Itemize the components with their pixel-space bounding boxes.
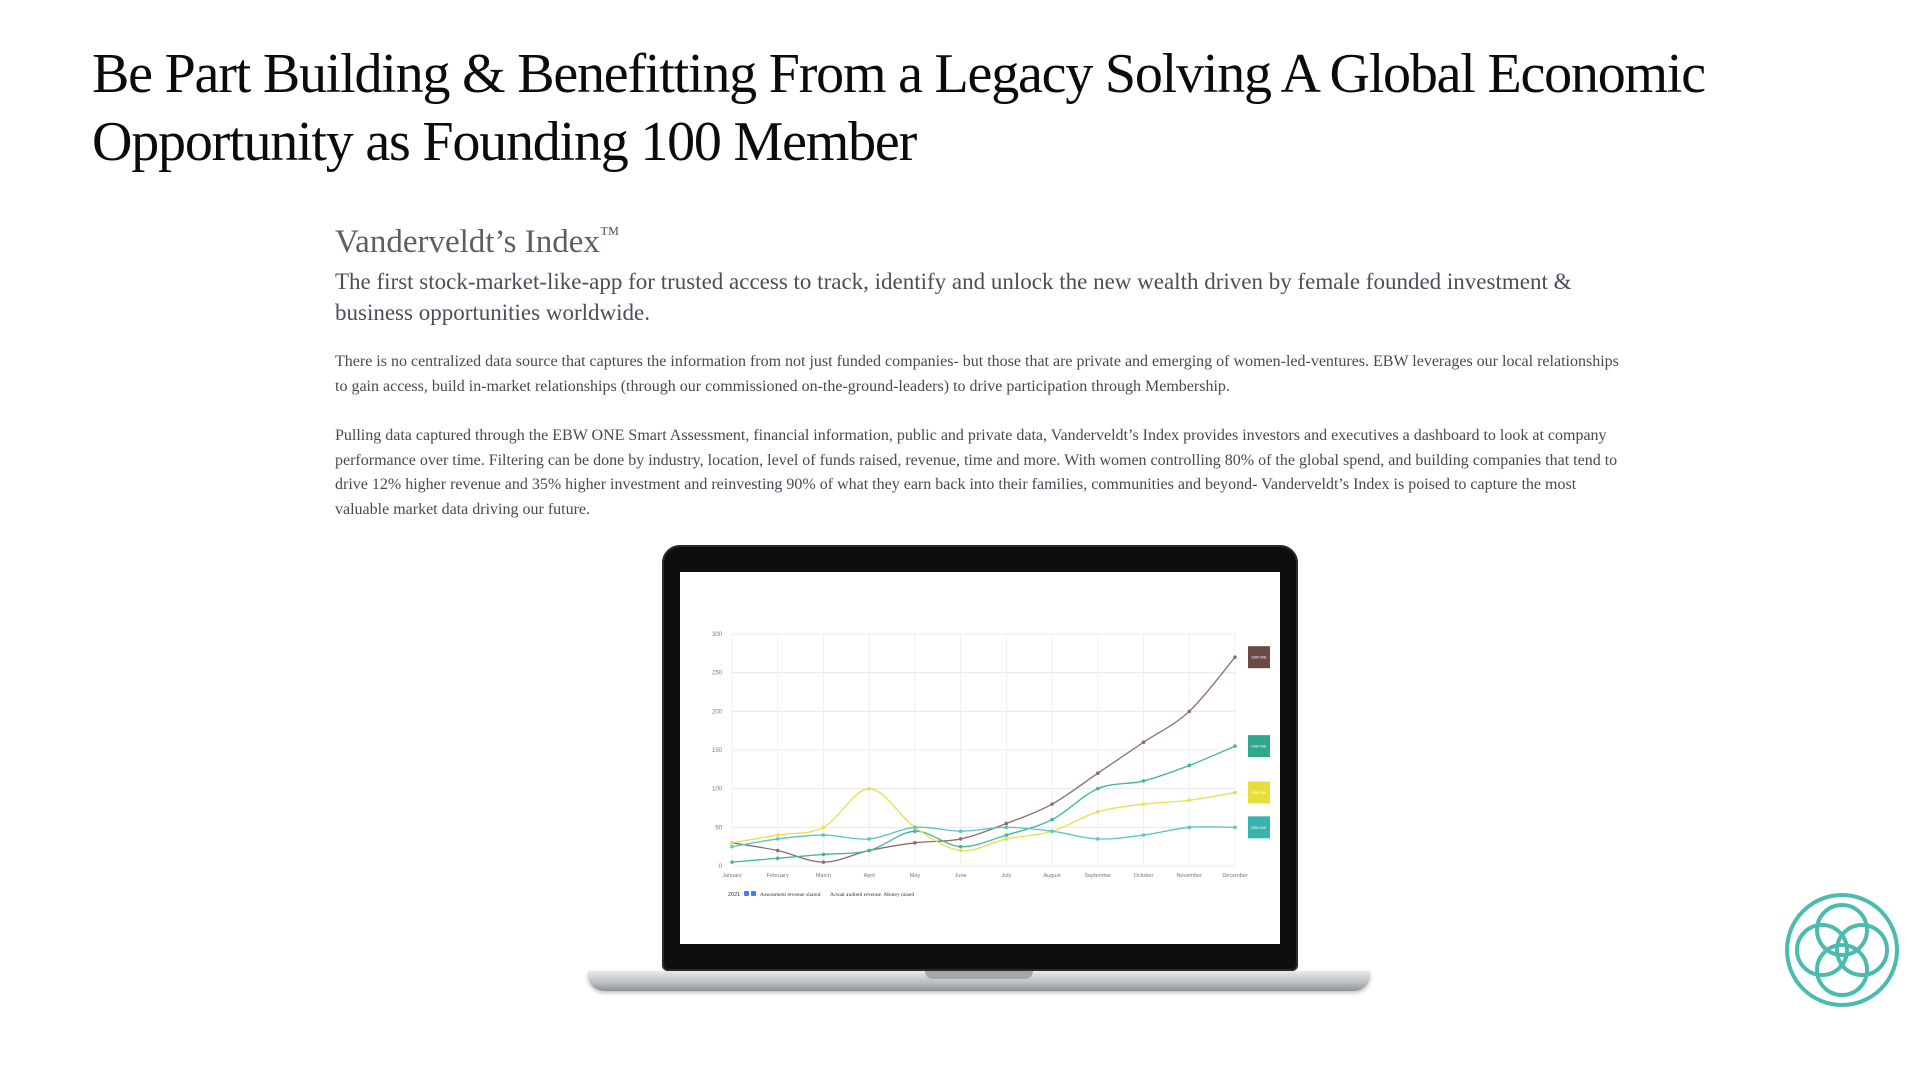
legend-year: 2021 xyxy=(728,892,741,898)
data-point xyxy=(1050,802,1054,806)
series-line-teal xyxy=(732,827,1235,847)
y-tick-label: 100 xyxy=(711,786,722,793)
data-point xyxy=(959,849,963,853)
data-point xyxy=(1233,791,1237,795)
index-title xyxy=(335,222,1625,262)
data-point xyxy=(1050,829,1054,833)
series-line-green xyxy=(732,746,1235,862)
x-tick-label: March xyxy=(815,873,832,879)
legend-checkbox xyxy=(751,891,756,896)
x-tick-label: February xyxy=(766,873,789,879)
data-point xyxy=(1096,837,1100,841)
data-point xyxy=(1096,771,1100,775)
x-tick-label: January xyxy=(722,873,742,879)
data-point xyxy=(1142,740,1146,744)
data-point xyxy=(1005,833,1009,837)
data-point xyxy=(1142,779,1146,783)
data-point xyxy=(1005,837,1009,841)
data-point xyxy=(913,829,917,833)
headline-line-2: Opportunity as Founding 100 Member xyxy=(92,111,917,173)
data-point xyxy=(776,833,780,837)
data-point xyxy=(1187,798,1191,802)
index-description xyxy=(335,222,1625,522)
end-marker-label: EBW ONE xyxy=(1251,825,1267,830)
x-tick-label: September xyxy=(1084,873,1112,879)
data-point xyxy=(1005,822,1009,826)
data-point xyxy=(959,829,963,833)
logo-outer-circle xyxy=(1787,895,1897,1005)
page-headline xyxy=(92,40,1872,176)
headline-line-1: Be Part Building & Benefitting From a Legacy Solving A Global Economic xyxy=(92,43,1705,105)
data-point xyxy=(1187,764,1191,768)
logo-inner-circle xyxy=(1797,925,1847,975)
x-tick-label: November xyxy=(1176,873,1202,879)
series-line-brown xyxy=(732,657,1235,862)
data-point xyxy=(822,833,826,837)
data-point xyxy=(1050,818,1054,822)
logo-inner-circle xyxy=(1837,925,1887,975)
series-line-yellow xyxy=(732,789,1235,851)
x-tick-label: August xyxy=(1043,873,1061,879)
data-point xyxy=(1187,826,1191,830)
y-tick-label: 300 xyxy=(711,632,722,638)
laptop-screen xyxy=(680,572,1280,944)
data-point xyxy=(867,837,871,841)
data-point xyxy=(1187,710,1191,714)
x-tick-label: May xyxy=(909,873,921,879)
y-tick-label: 50 xyxy=(715,825,722,832)
data-point xyxy=(1142,802,1146,806)
x-tick-label: October xyxy=(1133,873,1154,879)
data-point xyxy=(776,849,780,853)
data-point xyxy=(1005,826,1009,830)
laptop-notch xyxy=(925,971,1033,979)
data-point xyxy=(1233,744,1237,748)
index-subtitle: The first stock-market-like-app for trusted access to track, identify and unlock the new wealth driven by female founded investment & business opportunities worldwide. xyxy=(335,269,1572,325)
data-point xyxy=(822,853,826,857)
logo-inner-circle xyxy=(1817,945,1867,995)
data-point xyxy=(913,841,917,845)
legend-item: Assessment revenue shared xyxy=(760,892,821,898)
legend-checkbox xyxy=(744,891,749,896)
data-point xyxy=(730,860,734,864)
trademark-symbol: ™ xyxy=(599,223,620,245)
data-point xyxy=(913,826,917,830)
data-point xyxy=(776,856,780,860)
data-point xyxy=(867,849,871,853)
data-point xyxy=(1142,833,1146,837)
line-chart xyxy=(680,572,1280,944)
index-paragraph-2: Pulling data captured through the EBW ONE Smart Assessment, financial information, public and private data, Vanderveldt’s Index provides investors and executives a dashboard to look at company performance over time. Filtering can be done by industry, location, level of funds raised, revenue, time and more. With women controlling 80% of the global spend, and building companies that tend to drive 12% higher revenue and 35% higher investment and reinvesting 90% of what they earn back into their families, communities and beyond- Vanderveldt’s Index is poised to capture the most valuable market data driving our future. xyxy=(335,427,1618,518)
ebw-logo-icon xyxy=(1782,890,1902,1010)
end-marker-label: EBW ONE xyxy=(1251,791,1267,796)
y-tick-label: 250 xyxy=(711,670,722,677)
legend-item: Actual audited revenue xyxy=(830,892,882,898)
y-tick-label: 0 xyxy=(718,864,722,870)
index-paragraph-1: There is no centralized data source that captures the information from not just funded companies- but those that are private and emerging of women-led-ventures. EBW leverages our local relationships to gain access, build in-market relationships (through our commissioned on-the-ground-leaders) to drive participation through Membership. xyxy=(335,353,1619,395)
end-marker-label: EBW ONE xyxy=(1251,655,1267,660)
data-point xyxy=(1096,787,1100,791)
data-point xyxy=(822,826,826,830)
data-point xyxy=(959,837,963,841)
data-point xyxy=(1233,826,1237,830)
x-tick-label: December xyxy=(1222,873,1248,879)
data-point xyxy=(730,845,734,849)
data-point xyxy=(1233,655,1237,659)
logo-inner-circle xyxy=(1817,905,1867,955)
data-point xyxy=(776,837,780,841)
legend-item: Money raised xyxy=(884,892,915,898)
data-point xyxy=(867,787,871,791)
y-tick-label: 150 xyxy=(711,748,722,754)
x-tick-label: June xyxy=(954,873,967,879)
data-point xyxy=(959,845,963,849)
x-tick-label: April xyxy=(863,873,875,879)
end-marker-label: EBW ONE xyxy=(1251,744,1267,749)
data-point xyxy=(1096,810,1100,814)
data-point xyxy=(730,841,734,845)
index-title-text: Vanderveldt’s Index xyxy=(335,224,600,260)
y-tick-label: 200 xyxy=(711,709,722,716)
data-point xyxy=(822,860,826,864)
laptop-bezel xyxy=(662,545,1298,971)
laptop-mockup xyxy=(588,545,1370,995)
x-tick-label: July xyxy=(1001,873,1012,879)
